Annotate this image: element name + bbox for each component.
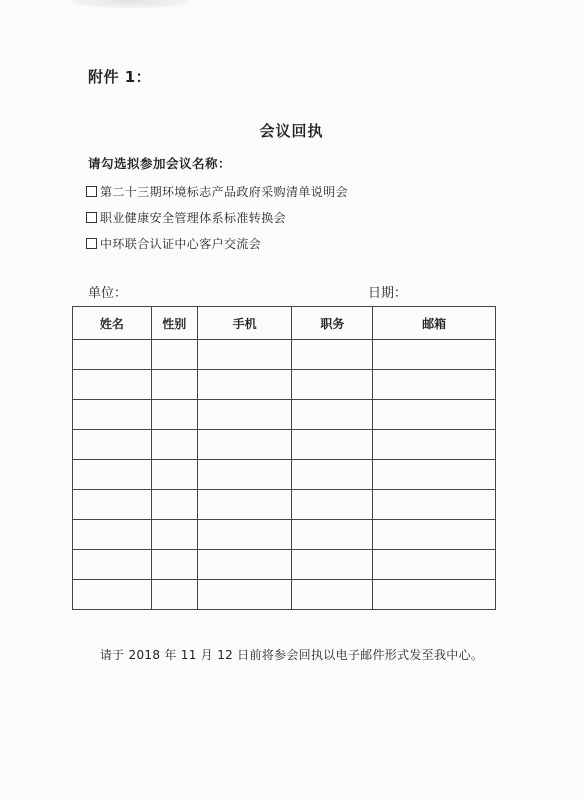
table-cell[interactable]: [373, 550, 496, 580]
table-cell[interactable]: [73, 490, 152, 520]
table-cell[interactable]: [151, 430, 197, 460]
checkbox-icon[interactable]: [86, 212, 97, 223]
meeting-option-label: 职业健康安全管理体系标准转换会: [100, 210, 287, 225]
table-row: [73, 430, 496, 460]
table-row: [73, 490, 496, 520]
table-cell[interactable]: [373, 460, 496, 490]
scan-smudge: [70, 0, 190, 8]
table-cell[interactable]: [292, 400, 373, 430]
table-cell[interactable]: [373, 430, 496, 460]
table-cell[interactable]: [373, 400, 496, 430]
meeting-option[interactable]: [86, 230, 348, 256]
table-header-row: [73, 307, 496, 340]
column-header-phone: 手机: [197, 307, 292, 340]
table-cell[interactable]: [197, 430, 292, 460]
table-cell[interactable]: [292, 520, 373, 550]
page-title: 会议回执: [259, 122, 324, 140]
table-row: [73, 550, 496, 580]
table-cell[interactable]: [73, 580, 152, 610]
checkbox-icon[interactable]: [86, 186, 97, 197]
table-cell[interactable]: [292, 460, 373, 490]
table-cell[interactable]: [151, 580, 197, 610]
table-cell[interactable]: [151, 520, 197, 550]
table-cell[interactable]: [197, 550, 292, 580]
reply-table: [72, 306, 496, 610]
meeting-option-label: 中环联合认证中心客户交流会: [100, 236, 262, 251]
table-cell[interactable]: [151, 550, 197, 580]
table-cell[interactable]: [151, 340, 197, 370]
table-row: [73, 580, 496, 610]
table-cell[interactable]: [373, 520, 496, 550]
table-row: [73, 460, 496, 490]
date-label: 日期：: [368, 286, 408, 301]
table-row: [73, 520, 496, 550]
table-body: [73, 340, 496, 610]
table-cell[interactable]: [197, 400, 292, 430]
table-cell[interactable]: [151, 400, 197, 430]
table-cell[interactable]: [73, 400, 152, 430]
table-cell[interactable]: [73, 460, 152, 490]
table-cell[interactable]: [197, 340, 292, 370]
table-cell[interactable]: [73, 430, 152, 460]
column-header-name: 姓名: [73, 307, 152, 340]
table-cell[interactable]: [197, 580, 292, 610]
table-cell[interactable]: [373, 490, 496, 520]
table-row: [73, 370, 496, 400]
table-cell[interactable]: [151, 460, 197, 490]
meeting-option-label: 第二十三期环境标志产品政府采购清单说明会: [100, 184, 349, 199]
table-cell[interactable]: [151, 370, 197, 400]
attachment-label: 附件 1：: [88, 68, 152, 86]
table-cell[interactable]: [292, 430, 373, 460]
footnote: 请于 2018 年 11 月 12 日前将参会回执以电子邮件形式发至我中心。: [99, 648, 484, 662]
unit-label: 单位：: [88, 286, 128, 301]
table-row: [73, 400, 496, 430]
table-cell[interactable]: [73, 520, 152, 550]
table-cell[interactable]: [151, 490, 197, 520]
table-cell[interactable]: [373, 340, 496, 370]
column-header-gender: 性别: [151, 307, 197, 340]
table-row: [73, 340, 496, 370]
meeting-option[interactable]: [86, 204, 348, 230]
table-cell[interactable]: [197, 490, 292, 520]
table-cell[interactable]: [292, 340, 373, 370]
table-cell[interactable]: [292, 580, 373, 610]
table-cell[interactable]: [73, 550, 152, 580]
table-cell[interactable]: [292, 550, 373, 580]
meeting-options: [86, 178, 348, 256]
checkbox-icon[interactable]: [86, 238, 97, 249]
table-cell[interactable]: [292, 370, 373, 400]
table-cell[interactable]: [373, 370, 496, 400]
column-header-position: 职务: [292, 307, 373, 340]
column-header-email: 邮箱: [373, 307, 496, 340]
table-cell[interactable]: [73, 340, 152, 370]
table-cell[interactable]: [197, 520, 292, 550]
table-cell[interactable]: [292, 490, 373, 520]
table-cell[interactable]: [73, 370, 152, 400]
table-cell[interactable]: [373, 580, 496, 610]
meeting-option[interactable]: [86, 178, 348, 204]
instruction-text: 请勾选拟参加会议名称：: [88, 156, 232, 171]
table-cell[interactable]: [197, 370, 292, 400]
table-cell[interactable]: [197, 460, 292, 490]
